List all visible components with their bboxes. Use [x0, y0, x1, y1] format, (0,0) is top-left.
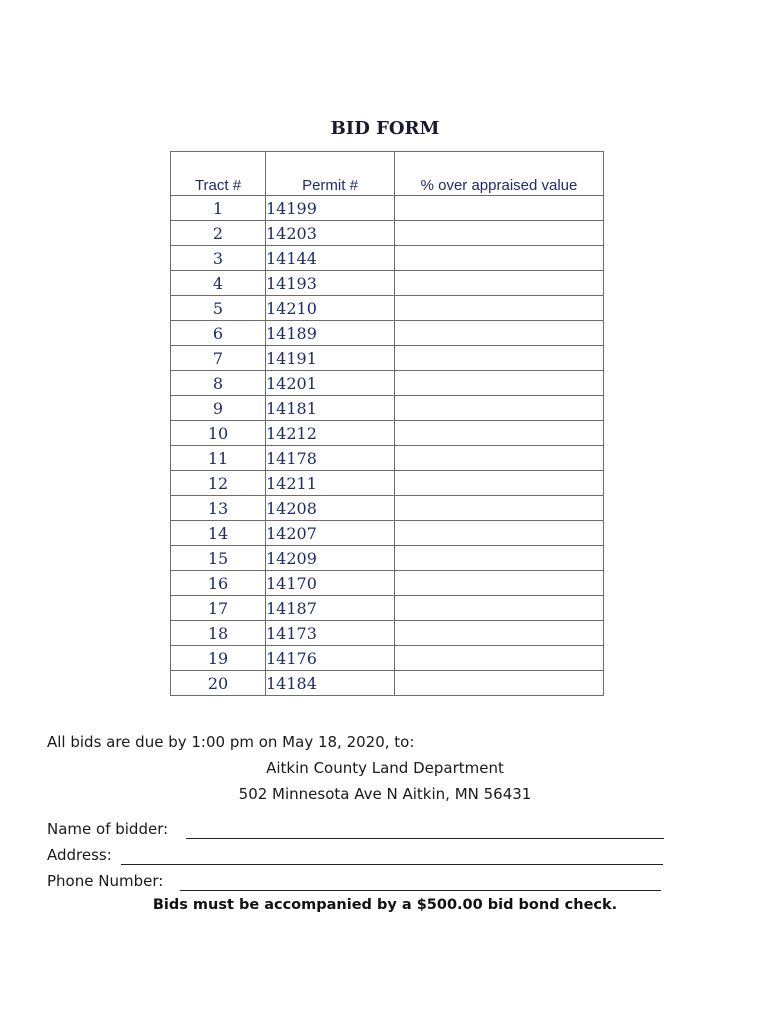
- percent-cell[interactable]: [395, 496, 604, 521]
- name-line: [186, 838, 664, 839]
- percent-cell[interactable]: [395, 471, 604, 496]
- percent-header: % over appraised value: [395, 152, 604, 196]
- table-row: [171, 271, 604, 296]
- permit-cell: 14193: [266, 271, 395, 296]
- table-row: [171, 646, 604, 671]
- table-row: [171, 421, 604, 446]
- tract-cell: 13: [171, 496, 266, 521]
- tract-cell: 2: [171, 221, 266, 246]
- tract-cell: 8: [171, 371, 266, 396]
- percent-cell[interactable]: [395, 196, 604, 221]
- tract-cell: 6: [171, 321, 266, 346]
- percent-cell[interactable]: [395, 546, 604, 571]
- permit-cell: 14176: [266, 646, 395, 671]
- name-label: Name of bidder:: [47, 820, 169, 838]
- address-line: [121, 864, 663, 865]
- bond-note: Bids must be accompanied by a $500.00 bid bond check.: [152, 897, 618, 913]
- permit-cell: 14201: [266, 371, 395, 396]
- table-row: [171, 221, 604, 246]
- table-row: [171, 496, 604, 521]
- table-row: [171, 196, 604, 221]
- tract-cell: 7: [171, 346, 266, 371]
- percent-cell[interactable]: [395, 621, 604, 646]
- table-row: [171, 571, 604, 596]
- permit-cell: 14181: [266, 396, 395, 421]
- tract-cell: 4: [171, 271, 266, 296]
- table-row: [171, 371, 604, 396]
- permit-cell: 14203: [266, 221, 395, 246]
- percent-cell[interactable]: [395, 571, 604, 596]
- table-row: [171, 346, 604, 371]
- table-row: [171, 471, 604, 496]
- table-row: [171, 446, 604, 471]
- permit-cell: 14170: [266, 571, 395, 596]
- permit-cell: 14189: [266, 321, 395, 346]
- percent-cell[interactable]: [395, 446, 604, 471]
- permit-cell: 14144: [266, 246, 395, 271]
- table-row: [171, 596, 604, 621]
- table-row: [171, 246, 604, 271]
- tract-cell: 15: [171, 546, 266, 571]
- table-row: [171, 396, 604, 421]
- permit-cell: 14173: [266, 621, 395, 646]
- tract-cell: 19: [171, 646, 266, 671]
- table-row: [171, 546, 604, 571]
- department-text: Aitkin County Land Department: [266, 759, 504, 777]
- percent-cell[interactable]: [395, 646, 604, 671]
- due-text: All bids are due by 1:00 pm on May 18, 2020, to:: [47, 733, 415, 751]
- permit-cell: 14199: [266, 196, 395, 221]
- permit-cell: 14208: [266, 496, 395, 521]
- percent-cell[interactable]: [395, 246, 604, 271]
- permit-cell: 14184: [266, 671, 395, 696]
- phone-line: [180, 890, 661, 891]
- table-row: [171, 621, 604, 646]
- form-title: BID FORM: [330, 118, 440, 139]
- percent-cell[interactable]: [395, 271, 604, 296]
- table-row: [171, 321, 604, 346]
- permit-cell: 14209: [266, 546, 395, 571]
- permit-header: Permit #: [266, 152, 395, 196]
- tract-cell: 3: [171, 246, 266, 271]
- permit-cell: 14191: [266, 346, 395, 371]
- bid-table: [170, 151, 604, 696]
- percent-cell[interactable]: [395, 521, 604, 546]
- address-label: Address:: [47, 846, 112, 864]
- tract-cell: 9: [171, 396, 266, 421]
- tract-header: Tract #: [171, 152, 266, 196]
- tract-cell: 18: [171, 621, 266, 646]
- phone-label: Phone Number:: [47, 872, 164, 890]
- tract-cell: 14: [171, 521, 266, 546]
- table-row: [171, 521, 604, 546]
- percent-cell[interactable]: [395, 221, 604, 246]
- permit-cell: 14207: [266, 521, 395, 546]
- tract-cell: 20: [171, 671, 266, 696]
- percent-cell[interactable]: [395, 321, 604, 346]
- permit-cell: 14211: [266, 471, 395, 496]
- percent-cell[interactable]: [395, 396, 604, 421]
- permit-cell: 14178: [266, 446, 395, 471]
- tract-cell: 10: [171, 421, 266, 446]
- tract-cell: 1: [171, 196, 266, 221]
- tract-cell: 16: [171, 571, 266, 596]
- table-row: [171, 296, 604, 321]
- permit-cell: 14187: [266, 596, 395, 621]
- table-row: [171, 671, 604, 696]
- table-header-row: [171, 152, 604, 196]
- percent-cell[interactable]: [395, 296, 604, 321]
- percent-cell[interactable]: [395, 421, 604, 446]
- permit-cell: 14210: [266, 296, 395, 321]
- percent-cell[interactable]: [395, 346, 604, 371]
- tract-cell: 17: [171, 596, 266, 621]
- percent-cell[interactable]: [395, 371, 604, 396]
- permit-cell: 14212: [266, 421, 395, 446]
- address-text: 502 Minnesota Ave N Aitkin, MN 56431: [238, 785, 532, 803]
- tract-cell: 12: [171, 471, 266, 496]
- percent-cell[interactable]: [395, 671, 604, 696]
- tract-cell: 11: [171, 446, 266, 471]
- percent-cell[interactable]: [395, 596, 604, 621]
- tract-cell: 5: [171, 296, 266, 321]
